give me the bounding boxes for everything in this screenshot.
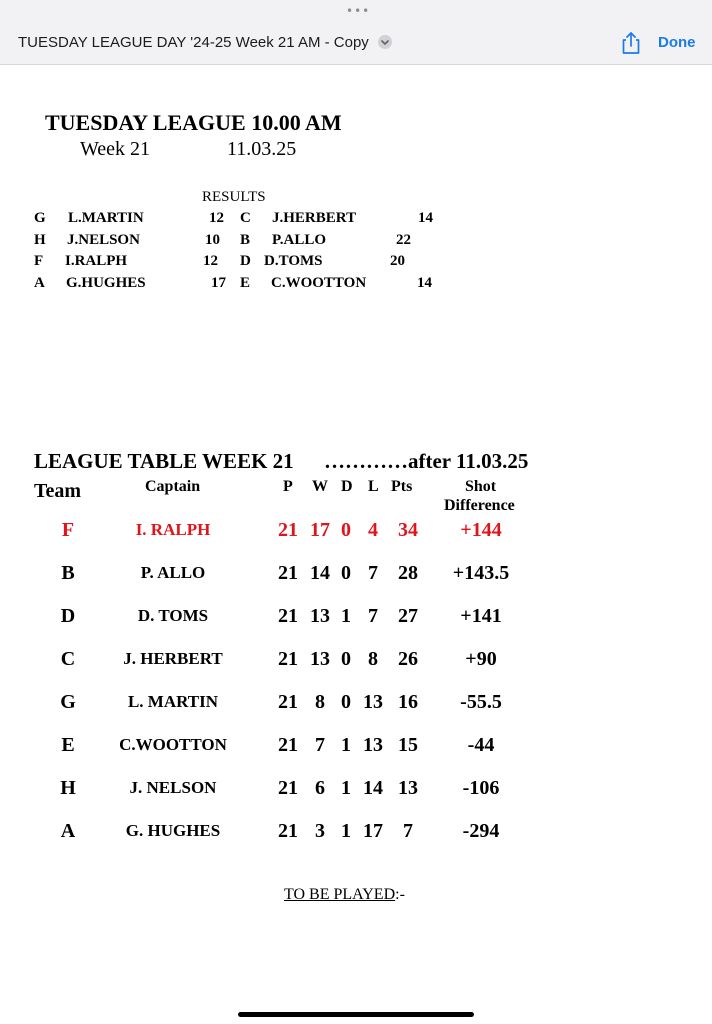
row-points: 7 [403, 820, 413, 842]
toolbar [0, 0, 712, 65]
result-score-2: 22 [396, 231, 411, 248]
row-lost: 8 [368, 648, 378, 670]
row-played: 21 [278, 777, 298, 799]
row-played: 21 [278, 691, 298, 713]
result-team-2: C [240, 210, 251, 226]
row-points: 34 [398, 519, 418, 541]
row-points: 13 [398, 777, 418, 799]
result-name-1: J.NELSON [67, 231, 140, 248]
row-shot-difference: +143.5 [452, 562, 510, 584]
row-won: 6 [315, 777, 325, 799]
result-score-1: 17 [211, 274, 226, 291]
row-points: 27 [398, 605, 418, 627]
row-shot-difference: +141 [460, 605, 502, 627]
result-team-1: A [34, 274, 45, 291]
home-indicator[interactable] [238, 1012, 474, 1017]
row-shot-difference: -55.5 [460, 691, 502, 713]
row-lost: 14 [363, 777, 383, 799]
row-drawn: 0 [341, 519, 351, 541]
row-team: G [60, 691, 76, 713]
row-won: 17 [310, 519, 330, 541]
more-handle[interactable]: ••• [346, 4, 371, 18]
league-table-after: …………after 11.03.25 [324, 449, 529, 473]
header-captain: Captain [145, 478, 201, 495]
row-played: 21 [278, 562, 298, 584]
result-team-1: H [34, 231, 46, 248]
row-shot-difference: -44 [467, 734, 495, 756]
row-points: 28 [398, 562, 418, 584]
row-shot-difference: -106 [462, 777, 500, 799]
week-date: 11.03.25 [227, 138, 297, 160]
row-won: 14 [310, 562, 330, 584]
header-team: Team [34, 480, 82, 502]
row-played: 21 [278, 820, 298, 842]
result-name-2: D.TOMS [264, 253, 323, 270]
chevron-down-icon[interactable] [378, 35, 392, 49]
row-drawn: 1 [341, 820, 351, 842]
result-name-1: L.MARTIN [68, 210, 144, 226]
result-team-2: D [240, 253, 251, 270]
row-played: 21 [278, 605, 298, 627]
row-team: D [60, 605, 76, 627]
result-team-2: B [240, 231, 251, 248]
row-captain: P. ALLO [140, 563, 206, 582]
to-be-played-suffix: :- [395, 886, 405, 903]
row-won: 13 [310, 605, 330, 627]
result-team-1: G [34, 210, 46, 226]
row-drawn: 1 [341, 605, 351, 627]
header-w: W [312, 478, 328, 495]
week-label: Week 21 [80, 138, 151, 160]
row-captain: G. HUGHES [125, 821, 221, 840]
row-shot-difference: +90 [465, 648, 497, 670]
row-captain: J. NELSON [129, 778, 217, 797]
result-name-2: P.ALLO [272, 231, 327, 248]
header-p: P [283, 478, 293, 495]
result-team-1: F [34, 253, 44, 270]
share-icon[interactable] [620, 31, 642, 55]
header-pts: Pts [391, 478, 413, 495]
result-score-2: 14 [417, 274, 432, 291]
result-score-1: 12 [203, 253, 218, 270]
result-name-1: G.HUGHES [66, 274, 146, 291]
row-team: B [61, 562, 75, 584]
row-shot-difference: -294 [462, 820, 500, 842]
result-name-1: I.RALPH [65, 253, 128, 270]
row-won: 7 [315, 734, 325, 756]
row-played: 21 [278, 734, 298, 756]
row-captain: C.WOOTTON [119, 735, 227, 754]
result-score-2: 20 [390, 253, 405, 270]
row-points: 26 [398, 648, 418, 670]
row-team: A [60, 820, 76, 842]
row-drawn: 1 [341, 734, 351, 756]
row-team: C [60, 648, 76, 670]
row-captain: L. MARTIN [127, 692, 219, 711]
row-lost: 7 [368, 562, 378, 584]
league-title: TUESDAY LEAGUE 10.00 AM [45, 110, 342, 135]
result-name-2: J.HERBERT [272, 210, 357, 226]
row-drawn: 0 [341, 648, 351, 670]
row-lost: 13 [363, 691, 383, 713]
row-points: 15 [398, 734, 418, 756]
row-drawn: 1 [341, 777, 351, 799]
result-score-2: 14 [418, 210, 433, 226]
result-team-2: E [240, 274, 251, 291]
header-shot: Shot [465, 478, 497, 495]
header-difference: Difference [444, 497, 515, 514]
row-shot-difference: +144 [460, 519, 502, 541]
row-lost: 4 [368, 519, 378, 541]
row-drawn: 0 [341, 691, 351, 713]
row-won: 3 [315, 820, 325, 842]
result-score-1: 10 [205, 231, 220, 248]
header-l: L [368, 478, 379, 495]
result-name-2: C.WOOTTON [271, 274, 367, 291]
row-played: 21 [278, 519, 298, 541]
row-points: 16 [398, 691, 418, 713]
row-team: H [60, 777, 76, 799]
row-lost: 7 [368, 605, 378, 627]
results-label: RESULTS [202, 189, 266, 205]
row-won: 8 [315, 691, 325, 713]
done-button[interactable]: Done [658, 34, 696, 51]
row-lost: 13 [363, 734, 383, 756]
header-d: D [341, 478, 353, 495]
document-title-text: TUESDAY LEAGUE DAY '24-25 Week 21 AM - Copy [18, 34, 369, 51]
row-captain: I. RALPH [135, 520, 211, 539]
row-drawn: 0 [341, 562, 351, 584]
league-table-title: LEAGUE TABLE WEEK 21 [34, 449, 294, 473]
row-won: 13 [310, 648, 330, 670]
document-page [0, 65, 712, 1024]
row-team: F [61, 519, 75, 541]
row-team: E [61, 734, 75, 756]
row-lost: 17 [363, 820, 383, 842]
document-title[interactable] [18, 34, 392, 51]
row-played: 21 [278, 648, 298, 670]
row-captain: J. HERBERT [123, 649, 223, 668]
result-score-1: 12 [209, 210, 224, 226]
to-be-played [284, 886, 405, 904]
row-captain: D. TOMS [137, 606, 209, 625]
to-be-played-label: TO BE PLAYED [284, 886, 396, 903]
